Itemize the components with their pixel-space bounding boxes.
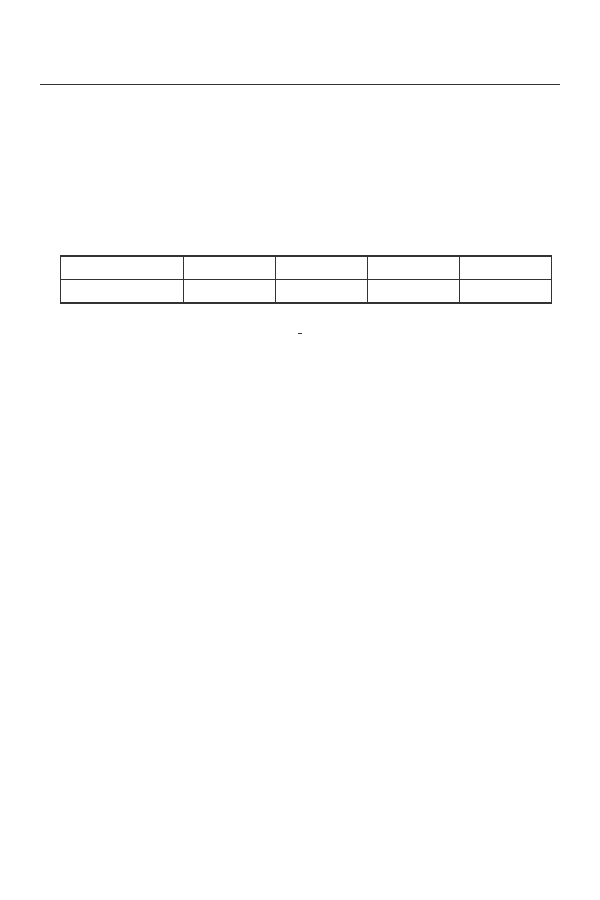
clause-3-4-3 <box>40 184 560 203</box>
table-cell <box>460 256 552 280</box>
logo <box>8 2 183 82</box>
table-cell <box>61 256 184 280</box>
table-cell <box>460 280 552 304</box>
formula-3-4-3-2 <box>40 229 560 251</box>
clause-3-4-4 <box>40 312 560 331</box>
formula-3-4-2 <box>40 162 560 184</box>
formula-fraction <box>298 333 302 334</box>
page-body <box>40 90 560 369</box>
table-cell <box>368 280 460 304</box>
table-cell <box>184 280 276 304</box>
formula-3-4-3-1 <box>40 203 560 229</box>
table-cell <box>61 280 184 304</box>
table-cell <box>276 280 368 304</box>
faucet-table <box>60 255 552 304</box>
table-cell <box>368 256 460 280</box>
clause-3-4-2 <box>40 143 560 162</box>
table-cell <box>184 256 276 280</box>
table-cell <box>276 256 368 280</box>
formula-3-4-4 <box>40 331 560 369</box>
header-rule <box>40 84 560 85</box>
table-row <box>61 280 552 304</box>
formula-3-4-1 <box>40 121 560 143</box>
clause-3-4-1 <box>40 102 560 121</box>
table-row <box>61 256 552 280</box>
fraction-numerator <box>298 333 302 334</box>
